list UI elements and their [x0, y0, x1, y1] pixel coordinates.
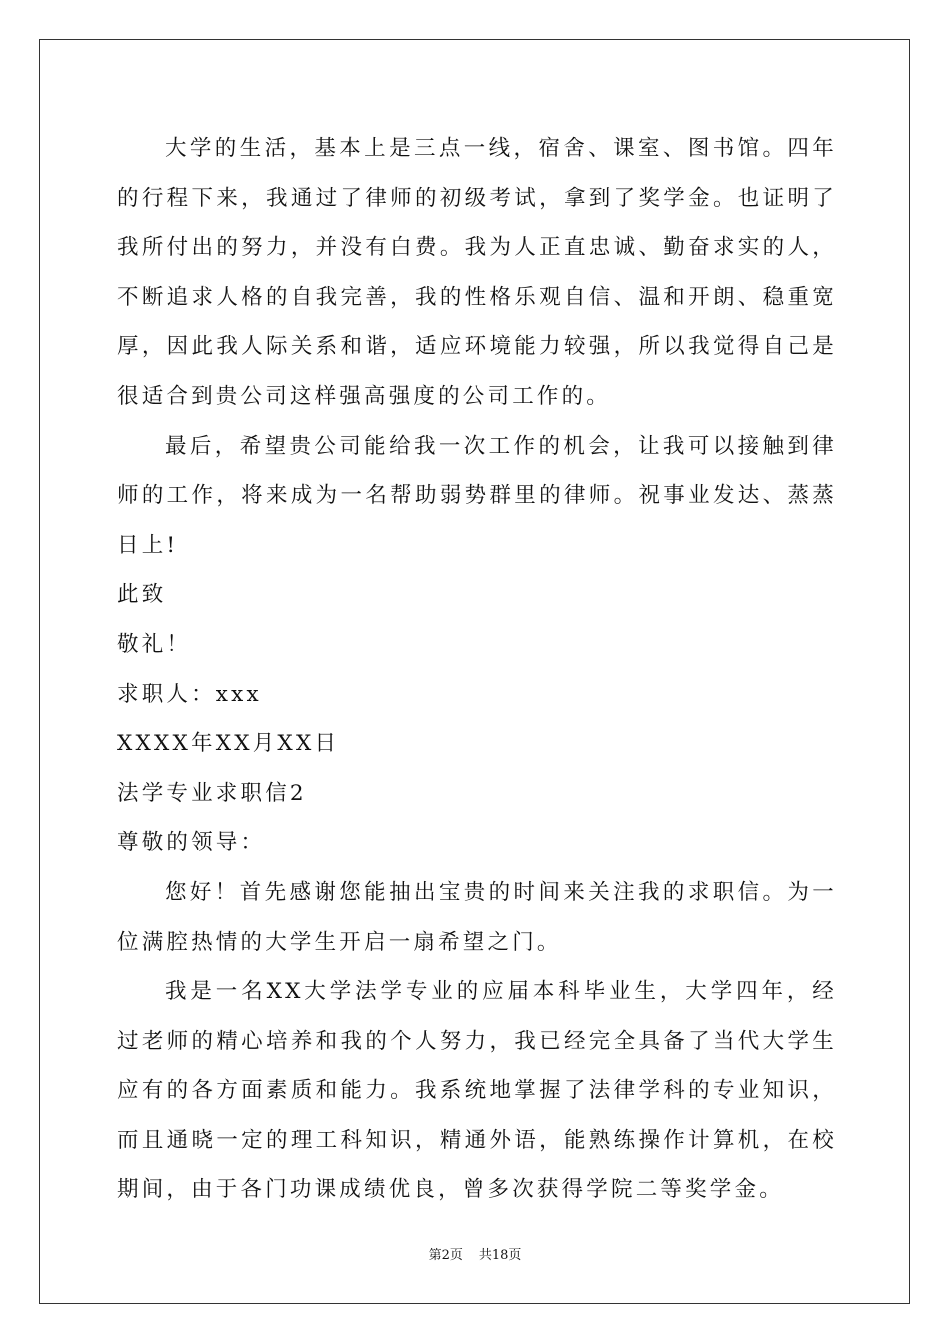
total-pages: 共18页 — [478, 1248, 522, 1263]
paragraph-self-introduction: 我是一名XX大学法学专业的应届本科毕业生，大学四年，经过老师的精心培养和我的个人努力，我已经完全具备了当代大学生应有的各方面素质和能力。我系统地掌握了法律学科的专业知识，而且通晓一定的理工科知识，精通外语，能熟练操作计算机，在校期间，由于各门功课成绩优良，曾多次获得学院二等奖学金。 — [117, 979, 837, 1203]
letter-greeting: 尊敬的领导： — [117, 830, 266, 856]
page-footer — [0, 1247, 950, 1265]
paragraph-opening: 您好！首先感谢您能抽出宝贵的时间来关注我的求职信。为一位满腔热情的大学生开启一扇希望之门。 — [117, 879, 837, 955]
letter-date: XXXX年XX月XX日 — [117, 731, 340, 757]
applicant-signature: 求职人：xxx — [117, 681, 262, 707]
paragraph-university-life: 大学的生活，基本上是三点一线，宿舍、课室、图书馆。四年的行程下来，我通过了律师的初级考试，拿到了奖学金。也证明了我所付出的努力，并没有白费。我为人正直忠诚、勤奋求实的人，不断追求人格的自我完善，我的性格乐观自信、温和开朗、稳重宽厚，因此我人际关系和谐，适应环境能力较强，所以我觉得自己是很适合到贵公司这样强高强度的公司工作的。 — [117, 136, 837, 409]
salutation-cizhi: 此致 — [117, 582, 167, 608]
salutation-jingli: 敬礼！ — [117, 631, 192, 657]
paragraph-closing-wish: 最后，希望贵公司能给我一次工作的机会，让我可以接触到律师的工作，将来成为一名帮助弱势群里的律师。祝事业发达、蒸蒸日上! — [117, 433, 837, 558]
page-number: 第2页 — [428, 1248, 463, 1263]
document-body — [117, 124, 837, 1215]
letter-title: 法学专业求职信2 — [117, 780, 307, 806]
